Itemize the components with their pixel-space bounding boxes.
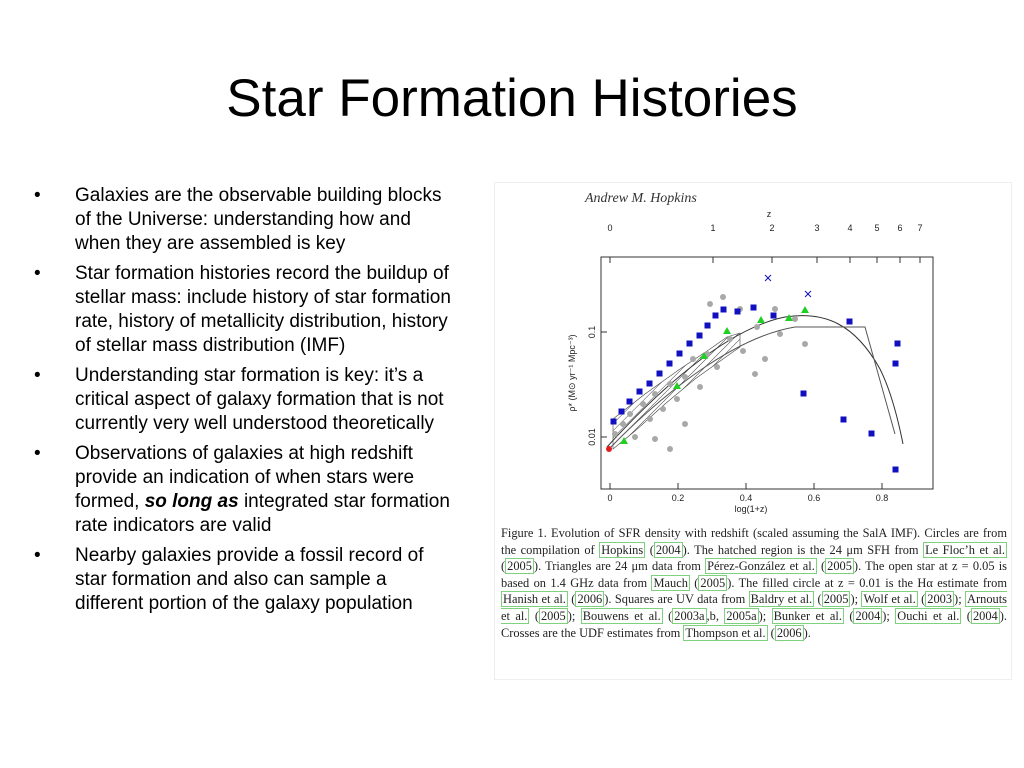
top-axis-label: z [766,209,772,219]
triangle-points [620,306,809,444]
caption-text: ; [958,592,966,607]
top-tick-label: 0 [607,223,613,233]
caption-citation[interactable]: 2005 [540,608,566,623]
caption-citation[interactable]: 2005 [700,575,726,590]
axis-ticks [601,257,920,489]
sfr-plot [495,209,1011,525]
bullet-text: Understanding star formation is key: it’s a critical aspect of galaxy formation that is not currently very well understood theoretically [75,365,444,434]
caption-text: ; [886,608,896,623]
bottom-tick-label: 0.6 [807,493,821,503]
bullet-dot: • [34,185,41,206]
bottom-axis-label: log(1+z) [734,504,768,514]
bullet-item [30,544,460,616]
caption-text: . Squares are UV data from [608,592,749,607]
fit-curve-alt [607,327,895,451]
caption-citation[interactable]: Bouwens et al. [582,608,661,623]
caption-citation[interactable]: 2004 [972,608,998,623]
bullet-text: Nearby galaxies provide a fossil record of star formation and also can sample a different portion of the galaxy population [75,545,424,614]
caption-citation[interactable]: Baldry et al. [750,592,813,607]
figure-caption: Figure 1. Evolution of SFR density with redshift (scaled assuming the SalA IMF). Circles are from the compilation of Hopkins ( 2004 ). The hatched region is the 24 μm SFH from Le Floc’h et al. ( 2005 ). Triangles are 24 μm data from Pérez-González et al. ( 2005 ). The open star at z = 0.05 is based on 1.4 GHz data from Mauch ( 2005 ). The filled circle at z = 0.01 is the Hα estimate from Hanish et al. ( 2006 ). Squares are UV data from Baldry et al. ( 2005 ); Wolf et al. ( 2003 ); Arnouts et al. ( 2005 ); Bouwens et al. ( 2003a ,b, 2005a ); Bunker et al. ( 2004 ); Ouchi et al. ( 2004 ). Crosses are the UDF estimates from Thompson et al. ( 2006 ). [501,526,1008,640]
top-tick-label: 7 [917,223,923,233]
bottom-tick-labels [607,493,888,503]
caption-text: . Crosses are the UDF estimates from [501,608,1007,640]
bullet-item [30,184,460,256]
caption-citation[interactable]: Hopkins [601,542,644,557]
bullet-text-part: integrated star formation rate indicators are valid [75,491,450,536]
caption-text: . Triangles are 24 μm data from [538,559,706,574]
caption-citation[interactable]: Wolf et al. [863,592,916,607]
bullet-text [75,443,450,536]
plot-frame [601,257,933,489]
bullet-emphasis: so long as [144,491,239,512]
caption-citation[interactable]: 2005a [726,608,757,623]
caption-citation[interactable]: 2003a [674,608,705,623]
caption-text: ; [571,608,581,623]
figure-image [494,182,1012,680]
caption-text: ; [854,592,862,607]
caption-citation[interactable]: 2005 [507,559,532,574]
bullet-dot: • [34,443,41,464]
caption-citation[interactable]: 2004 [855,608,881,623]
y-tick-label: 0.1 [587,325,597,339]
slide-title: Star Formation Histories [226,69,798,128]
caption-citation[interactable]: Mauch [653,575,688,590]
top-tick-label: 5 [874,223,880,233]
caption-citation[interactable]: Hanish et al. [503,592,566,607]
bullet-dot: • [34,545,41,566]
bullet-list [30,184,460,622]
caption-citation[interactable]: Le Floc’h et al. [925,542,1005,557]
y-axis-label: ρ* (M⊙ yr⁻¹ Mpc⁻³) [567,334,577,412]
bottom-tick-label: 0.8 [875,493,889,503]
caption-citation[interactable]: 2005 [827,559,852,574]
bullet-item [30,364,460,436]
bottom-tick-label: 0.4 [739,493,753,503]
hatched-region [613,333,740,449]
top-tick-label: 3 [814,223,820,233]
top-tick-labels [607,223,922,233]
filled-circle-point [606,446,612,452]
top-tick-label: 6 [897,223,903,233]
caption-text: . The open star at z = 0.05 is based on 1.4 GHz data from [501,559,1007,590]
caption-citation[interactable]: 2004 [655,542,681,557]
bottom-tick-label: 0 [607,493,613,503]
caption-citation[interactable]: 2005 [823,592,849,607]
caption-text: Figure 1. Evolution of SFR density with redshift (scaled assuming the SalA IMF). Circles are from the compilation of [501,526,1007,557]
bullet-item [30,262,460,358]
caption-citation[interactable]: 2003 [927,592,953,607]
caption-text: ; [762,608,772,623]
bullet-text: Galaxies are the observable building blocks of the Universe: understanding how and when they are assembled is key [75,185,442,254]
cross-points [765,275,811,297]
caption-citation[interactable]: Arnouts et al. [501,592,1007,623]
bullet-dot: • [34,365,41,386]
bullet-text-part: Observations of galaxies at high redshift provide an indication of when stars were formed, [75,443,415,512]
bottom-tick-label: 0.2 [671,493,685,503]
y-tick-label: 0.01 [587,428,597,446]
top-tick-label: 1 [710,223,716,233]
caption-citation[interactable]: Ouchi et al. [897,608,960,623]
caption-citation[interactable]: Pérez-González et al. [707,559,815,574]
bullet-item [30,442,460,538]
caption-citation[interactable]: Thompson et al. [685,625,766,640]
caption-citation[interactable]: Bunker et al. [773,608,842,623]
caption-text: . [807,625,811,640]
figure-author: Andrew M. Hopkins [585,191,697,206]
bullet-dot: • [34,263,41,284]
caption-text: . The hatched region is the 24 μm SFH from [686,542,924,557]
caption-citation[interactable]: 2006 [577,592,603,607]
top-tick-label: 2 [769,223,775,233]
top-tick-label: 4 [847,223,853,233]
bullet-text: Star formation histories record the buildup of stellar mass: include history of star formation rate, history of metallicity distribution, history of stellar mass distribution (IMF) [75,263,451,356]
caption-citation[interactable]: 2006 [776,625,802,640]
caption-text: . The filled circle at z = 0.01 is the Hα estimate from [731,575,1008,590]
